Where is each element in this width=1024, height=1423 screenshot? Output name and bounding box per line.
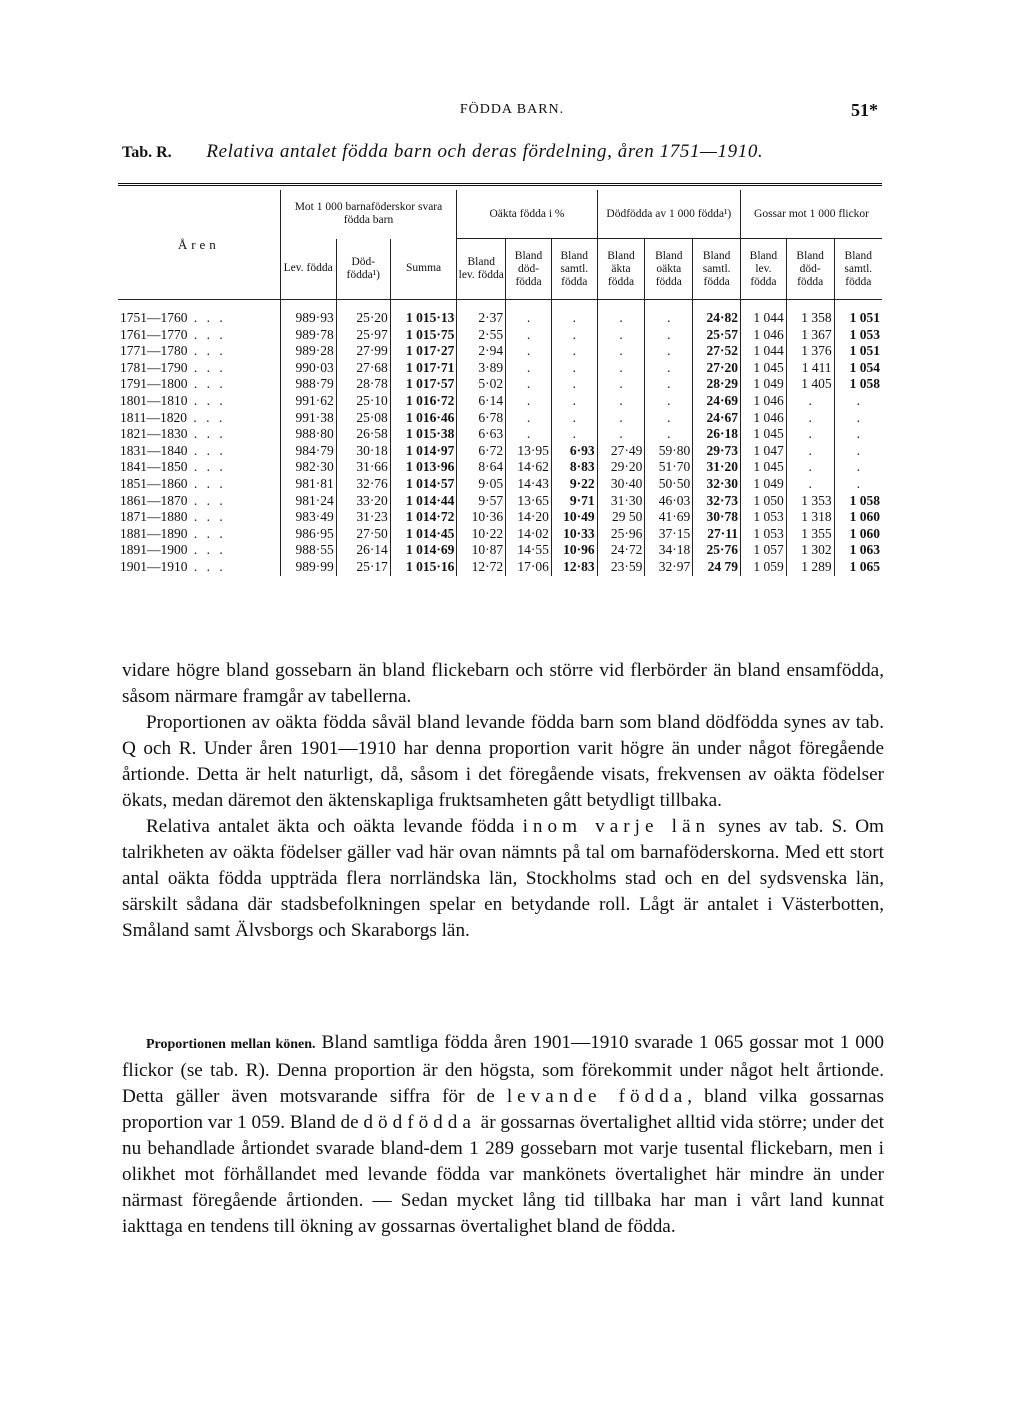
- value-cell: 59·80: [645, 443, 693, 460]
- value-cell: 1 053: [741, 509, 787, 526]
- table-row: [118, 509, 882, 526]
- year-cell: 1791—1800 . . .: [120, 376, 226, 392]
- value-cell: 27·52: [693, 343, 741, 360]
- header-illeg-all: Bland samtl. födda: [551, 239, 597, 300]
- header-group-stillborn: Dödfödda av 1 000 födda¹): [597, 190, 740, 239]
- value-cell: 13·65: [506, 493, 552, 510]
- value-cell: 1 015·16: [390, 559, 457, 576]
- value-cell: 2·37: [457, 300, 506, 327]
- value-cell: 10·96: [551, 542, 597, 559]
- page-number: 51*: [851, 100, 878, 120]
- year-cell: 1901—1910 . . .: [120, 558, 226, 574]
- value-cell: 983·49: [280, 509, 336, 526]
- value-cell: 981·81: [280, 476, 336, 493]
- value-cell: 10·87: [457, 542, 506, 559]
- value-cell: 1 013·96: [390, 459, 457, 476]
- value-cell: 1 355: [786, 526, 834, 543]
- value-cell: 1 047: [741, 443, 787, 460]
- value-cell: 27·49: [597, 443, 645, 460]
- value-cell: 24·82: [693, 300, 741, 327]
- value-cell: 1 376: [786, 343, 834, 360]
- year-cell: 1761—1770 . . .: [120, 326, 226, 342]
- leader-dots: . . .: [187, 492, 226, 508]
- value-cell: .: [645, 343, 693, 360]
- value-cell: 1 058: [834, 376, 882, 393]
- value-cell: .: [834, 476, 882, 493]
- text-run: synes av tab. S. Om talrikheten av oäkta födelser gäller vad här ovan nämnts på tal om barnaföderskorna. Med ett stort antal oäkta födda uppträda flera norrländska län, Stockholms stad och en del sydsvenska län, särskilt sådana där stadsbefolkningen spelar en betydande roll. Lågt är antalet i Västerbotten, Småland samt Älvsborgs och Skaraborgs län.: [122, 816, 884, 941]
- value-cell: 1 015·75: [390, 327, 457, 344]
- value-cell: 31·66: [336, 459, 390, 476]
- value-cell: 1 015·38: [390, 426, 457, 443]
- year-cell: 1871—1880 . . .: [120, 509, 226, 525]
- value-cell: 27·11: [693, 526, 741, 543]
- value-cell: 29·20: [597, 459, 645, 476]
- value-cell: 12·83: [551, 559, 597, 576]
- value-cell: 14·43: [506, 476, 552, 493]
- running-title: FÖDDA BARN.: [459, 102, 565, 117]
- value-cell: 6·72: [457, 443, 506, 460]
- value-cell: .: [551, 300, 597, 327]
- spaced-emphasis: dödfödda: [363, 1112, 476, 1133]
- value-cell: .: [597, 376, 645, 393]
- table-row: [118, 476, 882, 493]
- table-row: [118, 443, 882, 460]
- value-cell: 25·76: [693, 542, 741, 559]
- leader-dots: . . .: [187, 343, 226, 359]
- value-cell: 1 059: [741, 559, 787, 576]
- value-cell: 986·95: [280, 526, 336, 543]
- value-cell: 9·71: [551, 493, 597, 510]
- value-cell: 25·97: [336, 327, 390, 344]
- value-cell: 1 367: [786, 327, 834, 344]
- value-cell: .: [786, 426, 834, 443]
- value-cell: 1 045: [741, 360, 787, 377]
- value-cell: 1 050: [741, 493, 787, 510]
- value-cell: .: [834, 393, 882, 410]
- value-cell: 2·55: [457, 327, 506, 344]
- value-cell: .: [645, 426, 693, 443]
- value-cell: 8·64: [457, 459, 506, 476]
- year-cell: 1861—1870 . . .: [120, 492, 226, 508]
- value-cell: 1 017·71: [390, 360, 457, 377]
- leader-dots: . . .: [187, 326, 226, 342]
- value-cell: .: [551, 410, 597, 427]
- leader-dots: . . .: [187, 525, 226, 541]
- value-cell: 34·18: [645, 542, 693, 559]
- table-row: [118, 327, 882, 344]
- text-run: Relativa antalet äkta och oäkta levande födda: [146, 816, 523, 837]
- value-cell: .: [551, 376, 597, 393]
- value-cell: 6·14: [457, 393, 506, 410]
- value-cell: 25·20: [336, 300, 390, 327]
- value-cell: 1 060: [834, 509, 882, 526]
- paragraph: [122, 1030, 884, 1240]
- value-cell: .: [834, 410, 882, 427]
- value-cell: 1 046: [741, 327, 787, 344]
- value-cell: 1 045: [741, 459, 787, 476]
- value-cell: 26·18: [693, 426, 741, 443]
- table-row: [118, 526, 882, 543]
- value-cell: 3·89: [457, 360, 506, 377]
- value-cell: 1 017·57: [390, 376, 457, 393]
- year-cell: 1891—1900 . . .: [120, 542, 226, 558]
- value-cell: .: [786, 393, 834, 410]
- value-cell: 30·78: [693, 509, 741, 526]
- value-cell: 1 014·57: [390, 476, 457, 493]
- value-cell: 1 318: [786, 509, 834, 526]
- value-cell: 50·50: [645, 476, 693, 493]
- body-text-upper: [122, 658, 884, 944]
- table-row: [118, 426, 882, 443]
- value-cell: 30·40: [597, 476, 645, 493]
- value-cell: 984·79: [280, 443, 336, 460]
- value-cell: .: [645, 410, 693, 427]
- value-cell: 13·95: [506, 443, 552, 460]
- header-group-boys: Gossar mot 1 000 flickor: [741, 190, 882, 239]
- value-cell: 990·03: [280, 360, 336, 377]
- value-cell: 37·15: [645, 526, 693, 543]
- value-cell: 10·33: [551, 526, 597, 543]
- value-cell: 9·57: [457, 493, 506, 510]
- value-cell: 988·55: [280, 542, 336, 559]
- year-cell: 1771—1780 . . .: [120, 343, 226, 359]
- value-cell: 1 051: [834, 300, 882, 327]
- value-cell: .: [506, 410, 552, 427]
- value-cell: 31·30: [597, 493, 645, 510]
- body-text-lower: [122, 1030, 884, 1240]
- value-cell: 24 79: [693, 559, 741, 576]
- value-cell: 31·23: [336, 509, 390, 526]
- table-row: [118, 493, 882, 510]
- side-heading: Proportionen mellan könen.: [146, 1037, 316, 1052]
- value-cell: 24·72: [597, 542, 645, 559]
- value-cell: 46·03: [645, 493, 693, 510]
- value-cell: 14·55: [506, 542, 552, 559]
- value-cell: 989·78: [280, 327, 336, 344]
- leader-dots: . . .: [187, 558, 226, 574]
- table-caption: [122, 141, 882, 163]
- value-cell: 10·36: [457, 509, 506, 526]
- value-cell: 25·17: [336, 559, 390, 576]
- value-cell: 991·62: [280, 393, 336, 410]
- value-cell: 14·02: [506, 526, 552, 543]
- table-row: [118, 300, 882, 327]
- value-cell: 1 014·97: [390, 443, 457, 460]
- value-cell: 1 054: [834, 360, 882, 377]
- leader-dots: . . .: [187, 409, 226, 425]
- year-cell: 1881—1890 . . .: [120, 525, 226, 541]
- spaced-emphasis: inom varje län: [522, 816, 711, 837]
- value-cell: 30·18: [336, 443, 390, 460]
- value-cell: .: [597, 343, 645, 360]
- value-cell: 27·50: [336, 526, 390, 543]
- paragraph: Proportionen av oäkta födda såväl bland levande födda barn som bland dödfödda synes av tab. Q och R. Under åren 1901—1910 har denna proportion varit högre än under något föregående årtionde. Detta är helt naturligt, då, såsom i det föregående visats, frekvensen av oäkta födelser ökats, medan däremot den äktenskapliga fruktsamheten gått betydligt tillbaka.: [122, 712, 884, 811]
- value-cell: 51·70: [645, 459, 693, 476]
- statistics-table: [118, 183, 882, 576]
- value-cell: 1 063: [834, 542, 882, 559]
- value-cell: 1 049: [741, 476, 787, 493]
- value-cell: 1 017·27: [390, 343, 457, 360]
- value-cell: 5·02: [457, 376, 506, 393]
- value-cell: 6·63: [457, 426, 506, 443]
- header-still-legit: Bland äkta födda: [597, 239, 645, 300]
- table-row: [118, 376, 882, 393]
- value-cell: .: [786, 476, 834, 493]
- header-still-illegit: Bland oäkta födda: [645, 239, 693, 300]
- value-cell: 1 053: [741, 526, 787, 543]
- value-cell: 9·05: [457, 476, 506, 493]
- table-row: [118, 343, 882, 360]
- value-cell: 17·06: [506, 559, 552, 576]
- value-cell: 981·24: [280, 493, 336, 510]
- value-cell: .: [551, 426, 597, 443]
- leader-dots: . . .: [187, 376, 226, 392]
- header-group-illegitimate: Oäkta födda i %: [457, 190, 597, 239]
- value-cell: .: [506, 360, 552, 377]
- leader-dots: . . .: [187, 310, 226, 325]
- value-cell: 1 057: [741, 542, 787, 559]
- value-cell: .: [786, 459, 834, 476]
- header-boys-still: Bland död- födda: [786, 239, 834, 300]
- value-cell: 1 051: [834, 343, 882, 360]
- value-cell: 982·30: [280, 459, 336, 476]
- paragraph: [122, 814, 884, 944]
- header-illeg-still: Bland död- födda: [506, 239, 552, 300]
- value-cell: 25·96: [597, 526, 645, 543]
- value-cell: 1 353: [786, 493, 834, 510]
- value-cell: 1 302: [786, 542, 834, 559]
- value-cell: .: [506, 393, 552, 410]
- value-cell: .: [506, 426, 552, 443]
- header-live-born: Lev. födda: [280, 239, 336, 300]
- value-cell: .: [834, 443, 882, 460]
- table-row: [118, 559, 882, 576]
- value-cell: 1 358: [786, 300, 834, 327]
- table-title: Relativa antalet födda barn och deras fördelning, åren 1751—1910.: [206, 141, 764, 162]
- value-cell: .: [834, 426, 882, 443]
- value-cell: 23·59: [597, 559, 645, 576]
- table-row: [118, 410, 882, 427]
- value-cell: .: [597, 410, 645, 427]
- value-cell: 33·20: [336, 493, 390, 510]
- value-cell: 25·08: [336, 410, 390, 427]
- leader-dots: . . .: [187, 459, 226, 475]
- value-cell: 1 014·45: [390, 526, 457, 543]
- value-cell: .: [506, 376, 552, 393]
- value-cell: 27·68: [336, 360, 390, 377]
- value-cell: 32·73: [693, 493, 741, 510]
- value-cell: 1 045: [741, 426, 787, 443]
- value-cell: 1 405: [786, 376, 834, 393]
- value-cell: .: [786, 443, 834, 460]
- value-cell: 1 060: [834, 526, 882, 543]
- value-cell: 988·79: [280, 376, 336, 393]
- value-cell: 1 065: [834, 559, 882, 576]
- year-cell: 1781—1790 . . .: [120, 359, 226, 375]
- value-cell: 32·97: [645, 559, 693, 576]
- value-cell: 1 014·44: [390, 493, 457, 510]
- value-cell: 989·99: [280, 559, 336, 576]
- value-cell: 26·58: [336, 426, 390, 443]
- value-cell: .: [645, 393, 693, 410]
- table-number: Tab. R.: [122, 144, 172, 161]
- value-cell: 1 014·69: [390, 542, 457, 559]
- value-cell: 6·93: [551, 443, 597, 460]
- value-cell: 27·20: [693, 360, 741, 377]
- header-still-all: Bland samtl. födda: [693, 239, 741, 300]
- table-row: [118, 542, 882, 559]
- value-cell: .: [834, 459, 882, 476]
- leader-dots: . . .: [187, 359, 226, 375]
- leader-dots: . . .: [187, 542, 226, 558]
- value-cell: 989·28: [280, 343, 336, 360]
- value-cell: 24·67: [693, 410, 741, 427]
- value-cell: 26·14: [336, 542, 390, 559]
- header-years: Åren: [118, 190, 280, 300]
- table-row: [118, 360, 882, 377]
- value-cell: 1 411: [786, 360, 834, 377]
- value-cell: .: [506, 327, 552, 344]
- value-cell: 29·73: [693, 443, 741, 460]
- value-cell: .: [645, 360, 693, 377]
- table-top-rule: [118, 183, 882, 190]
- value-cell: .: [786, 410, 834, 427]
- year-cell: 1811—1820 . . .: [120, 409, 226, 425]
- value-cell: 32·76: [336, 476, 390, 493]
- value-cell: 14·62: [506, 459, 552, 476]
- value-cell: .: [597, 327, 645, 344]
- year-cell: 1841—1850 . . .: [120, 459, 226, 475]
- value-cell: 27·99: [336, 343, 390, 360]
- value-cell: 32·30: [693, 476, 741, 493]
- leader-dots: . . .: [187, 442, 226, 458]
- value-cell: 1 015·13: [390, 300, 457, 327]
- value-cell: 1 044: [741, 343, 787, 360]
- value-cell: .: [551, 393, 597, 410]
- value-cell: 25·57: [693, 327, 741, 344]
- header-stillborn: Död- födda¹): [336, 239, 390, 300]
- value-cell: .: [597, 426, 645, 443]
- value-cell: .: [506, 300, 552, 327]
- value-cell: 29 50: [597, 509, 645, 526]
- year-cell: 1751—1760 . . .: [120, 310, 226, 325]
- value-cell: 14·20: [506, 509, 552, 526]
- spaced-emphasis: levande födda: [506, 1086, 688, 1107]
- value-cell: 1 046: [741, 393, 787, 410]
- table-body: [118, 300, 882, 576]
- leader-dots: . . .: [187, 475, 226, 491]
- value-cell: .: [645, 327, 693, 344]
- value-cell: 10·22: [457, 526, 506, 543]
- value-cell: 1 289: [786, 559, 834, 576]
- leader-dots: . . .: [187, 509, 226, 525]
- value-cell: 8·83: [551, 459, 597, 476]
- births-table: [118, 190, 882, 576]
- year-cell: 1851—1860 . . .: [120, 475, 226, 491]
- value-cell: .: [645, 376, 693, 393]
- value-cell: .: [551, 343, 597, 360]
- year-cell: 1801—1810 . . .: [120, 392, 226, 408]
- year-cell: 1821—1830 . . .: [120, 426, 226, 442]
- value-cell: 6·78: [457, 410, 506, 427]
- value-cell: .: [645, 300, 693, 327]
- value-cell: 1 058: [834, 493, 882, 510]
- value-cell: 9·22: [551, 476, 597, 493]
- value-cell: .: [597, 360, 645, 377]
- header-sum: Summa: [390, 239, 457, 300]
- year-cell: 1831—1840 . . .: [120, 442, 226, 458]
- value-cell: .: [551, 327, 597, 344]
- page-header: [0, 100, 1024, 124]
- value-cell: 1 044: [741, 300, 787, 327]
- value-cell: 1 053: [834, 327, 882, 344]
- text-run: , bland vilka gossarnas proportion var 1 059. Bland de: [122, 1086, 884, 1133]
- leader-dots: . . .: [187, 392, 226, 408]
- value-cell: 1 016·72: [390, 393, 457, 410]
- value-cell: 12·72: [457, 559, 506, 576]
- text-run: är gossarnas övertalighet alltid vida större; under det nu behandlade årtiondet svarade bland-dem 1 289 gossebarn mot varje tusental flickebarn, men i olikhet mot förhållandet med levande födda var mankönets övertalighet här mindre än under närmast föregående årtionden. — Sedan mycket lång tid tillbaka har man i vårt land kunnat iakttaga en tendens till ökning av gossarnas övertalighet bland de födda.: [122, 1112, 885, 1237]
- header-illeg-live: Bland lev. födda: [457, 239, 506, 300]
- value-cell: 2·94: [457, 343, 506, 360]
- value-cell: 25·10: [336, 393, 390, 410]
- value-cell: 989·93: [280, 300, 336, 327]
- header-boys-live: Bland lev. födda: [741, 239, 787, 300]
- value-cell: 991·38: [280, 410, 336, 427]
- paragraph: vidare högre bland gossebarn än bland flickebarn och större vid flerbörder än bland ensamfödda, såsom närmare framgår av tabellerna.: [122, 660, 884, 707]
- table-row: [118, 393, 882, 410]
- table-row: [118, 459, 882, 476]
- value-cell: 1 049: [741, 376, 787, 393]
- leader-dots: . . .: [187, 426, 226, 442]
- text-run: Bland samtliga födda åren 1901—1910 svarade 1 065 gossar mot 1 000 flickor (se tab. R). Denna proportion är den högsta, som förekommit under något helt årtionde. Detta gäller även motsvarande siffra för de: [122, 1032, 884, 1107]
- header-boys-all: Bland samtl. födda: [834, 239, 882, 300]
- value-cell: 988·80: [280, 426, 336, 443]
- value-cell: 1 046: [741, 410, 787, 427]
- value-cell: .: [506, 343, 552, 360]
- value-cell: 28·78: [336, 376, 390, 393]
- header-group-mothers: Mot 1 000 barnaföderskor svara födda barn: [280, 190, 457, 239]
- value-cell: 31·20: [693, 459, 741, 476]
- value-cell: 28·29: [693, 376, 741, 393]
- value-cell: 41·69: [645, 509, 693, 526]
- value-cell: 1 014·72: [390, 509, 457, 526]
- value-cell: 24·69: [693, 393, 741, 410]
- value-cell: .: [551, 360, 597, 377]
- value-cell: 1 016·46: [390, 410, 457, 427]
- value-cell: .: [597, 393, 645, 410]
- value-cell: .: [597, 300, 645, 327]
- value-cell: 10·49: [551, 509, 597, 526]
